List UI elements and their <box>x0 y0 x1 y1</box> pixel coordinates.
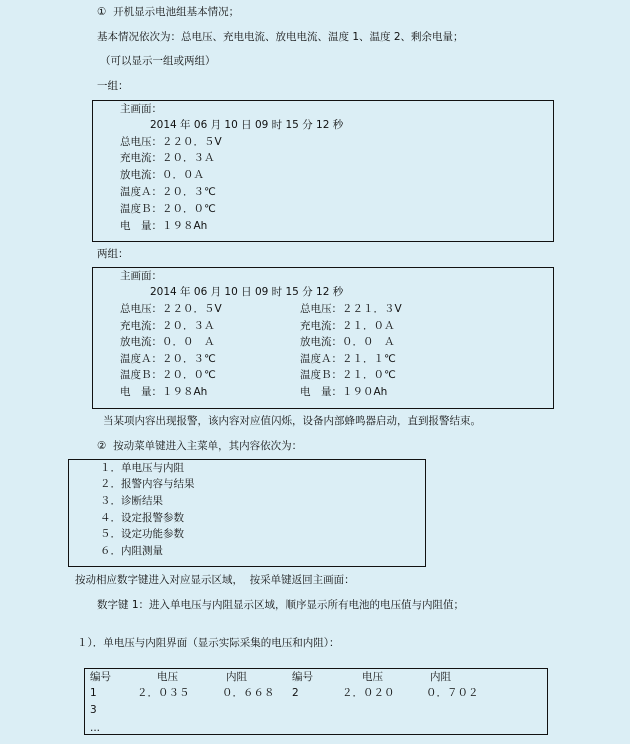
group-a-row: 充电流：２０．３Ａ <box>120 320 215 332</box>
section1-heading: １）．单电压与内阻界面（显示实际采集的电压和内阻）： <box>77 637 340 649</box>
one-group-row: 总电压：２２０．５V <box>120 136 222 148</box>
one-group-row: 电 量：１９８Ah <box>120 220 208 232</box>
intro-heading: ① 开机显示电池组基本情况； <box>97 6 240 18</box>
table-cell: 1 <box>90 687 97 699</box>
group-a-row: 总电压：２２０．５V <box>120 303 222 315</box>
group-a-row: 放电流：０．０ Ａ <box>120 336 215 348</box>
key1-note: 数字键 1：进入单电压与内阻显示区域，顺序显示所有电池的电压值与内阻值； <box>97 599 465 611</box>
group-b-row: 放电流：０．０ Ａ <box>300 336 395 348</box>
group-b-row: 温度Ａ：２１．１℃ <box>300 353 396 365</box>
table-header: 编号 <box>90 671 111 683</box>
menu-item: ２．报警内容与结果 <box>100 478 195 490</box>
one-group-datetime: 2014 年 06 月 10 日 09 时 15 分 12 秒 <box>150 119 344 131</box>
table-cell: ０．６６８ <box>222 687 275 699</box>
group-b-row: 充电流：２１．０Ａ <box>300 320 395 332</box>
group-b-row: 总电压：２２１．３V <box>300 303 402 315</box>
two-group-title: 主画面： <box>120 270 162 282</box>
table-cell: ０．７０２ <box>426 687 479 699</box>
one-group-row: 放电流：０．０Ａ <box>120 169 204 181</box>
menu-item: ４．设定报警参数 <box>100 512 184 524</box>
voltage-table-box <box>84 668 548 735</box>
table-cell: 3 <box>90 704 97 716</box>
table-header: 电压 <box>362 671 383 683</box>
table-header: 电压 <box>157 671 178 683</box>
menu-item: ３．诊断结果 <box>100 495 163 507</box>
table-header: 编号 <box>292 671 313 683</box>
one-group-label: 一组： <box>97 80 129 92</box>
alarm-note: 当某项内容出现报警，该内容对应值闪烁，设备内部蜂鸣器启动，直到报警结束。 <box>103 415 481 427</box>
table-cell: ２．０３５ <box>137 687 190 699</box>
table-cell: 2 <box>292 687 299 699</box>
group-a-row: 温度Ａ：２０．３℃ <box>120 353 216 365</box>
intro-sequence: 基本情况依次为：总电压、充电电流、放电电流、温度 1、温度 2、剩余电量； <box>97 31 464 43</box>
menu-item: ６．内阻测量 <box>100 545 163 557</box>
group-b-row: 电 量：１９０Ah <box>300 386 388 398</box>
group-b-row: 温度Ｂ：２１．０℃ <box>300 369 396 381</box>
group-a-row: 电 量：１９８Ah <box>120 386 208 398</box>
menu-item: ５．设定功能参数 <box>100 528 184 540</box>
two-group-datetime: 2014 年 06 月 10 日 09 时 15 分 12 秒 <box>150 286 344 298</box>
menu-item: １．单电压与内阻 <box>100 462 184 474</box>
one-group-row: 充电流：２０．３Ａ <box>120 152 215 164</box>
one-group-row: 温度Ｂ：２０．０℃ <box>120 203 216 215</box>
one-group-title: 主画面： <box>120 103 162 115</box>
table-header: 内阻 <box>430 671 451 683</box>
menu-heading: ② 按动菜单键进入主菜单，其内容依次为： <box>97 440 303 452</box>
table-cell: ２．０２０ <box>342 687 395 699</box>
one-group-row: 温度Ａ：２０．３℃ <box>120 186 216 198</box>
two-group-label: 两组： <box>97 248 129 260</box>
nav-note: 按动相应数字键进入对应显示区域， 按采单键返回主画面： <box>75 574 355 586</box>
group-a-row: 温度Ｂ：２０．０℃ <box>120 369 216 381</box>
table-ellipsis: ... <box>90 722 101 734</box>
intro-note: （可以显示一组或两组） <box>100 55 216 67</box>
table-header: 内阻 <box>226 671 247 683</box>
